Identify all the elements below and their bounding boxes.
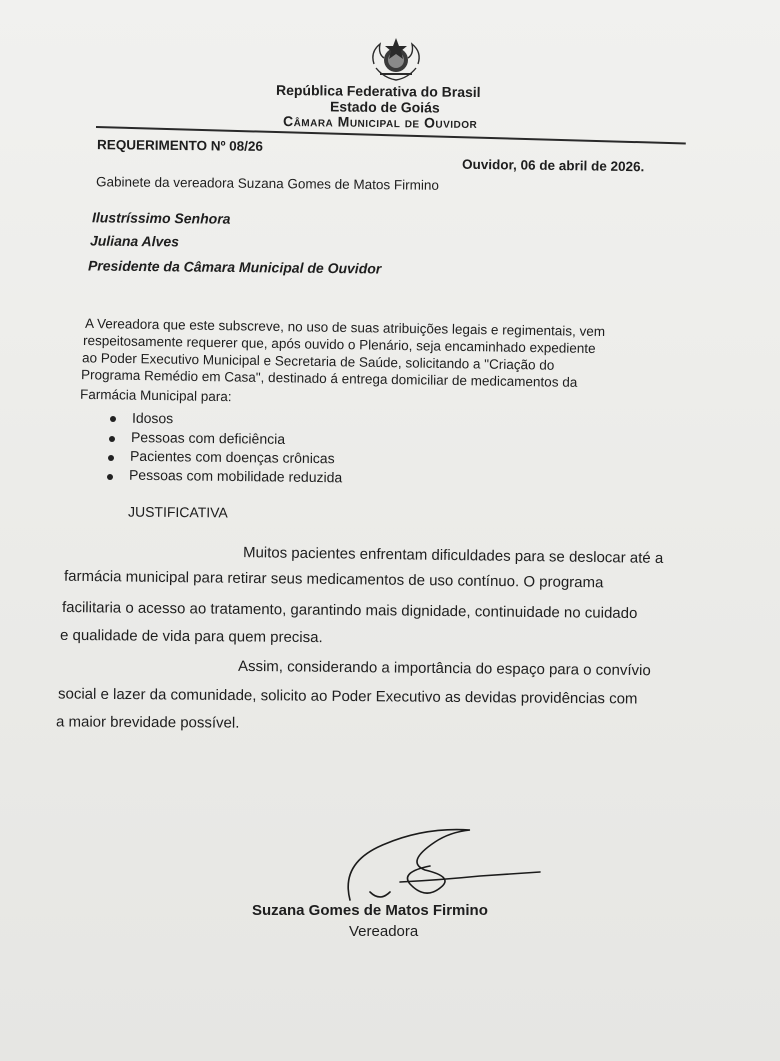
- addressee-name: Juliana Alves: [89, 232, 180, 250]
- cabinet-line: Gabinete da vereadora Suzana Gomes de Matos Firmino: [95, 174, 440, 193]
- justification-line: Muitos pacientes enfrentam dificuldades para se deslocar até a: [242, 544, 664, 567]
- header-state: Estado de Goiás: [329, 98, 440, 116]
- signer-name: Suzana Gomes de Matos Firmino: [252, 902, 488, 919]
- justification-line: facilitaria o acesso ao tratamento, garantindo mais dignidade, continuidade no cuidado: [61, 598, 638, 623]
- justification-title: JUSTIFICATIVA: [127, 503, 228, 521]
- list-item: Idosos: [131, 409, 174, 427]
- list-item: Pacientes com doenças crônicas: [129, 447, 335, 467]
- list-item: Pessoas com deficiência: [130, 429, 286, 447]
- addressee-role: Presidente da Câmara Municipal de Ouvidor: [87, 257, 382, 277]
- request-line: respeitosamente requerer que, após ouvido o Plenário, seja encaminhado expediente: [82, 332, 596, 357]
- coat-of-arms-icon: [366, 34, 426, 84]
- justification-line: e qualidade de vida para quem precisa.: [59, 626, 323, 647]
- bullet-icon: [107, 474, 113, 480]
- request-number: REQUERIMENTO Nº 08/26: [96, 137, 264, 154]
- header-chamber: Câmara Municipal de Ouvidor: [282, 112, 478, 132]
- justification-line: Assim, considerando a importância do espaço para o convívio: [237, 657, 651, 680]
- handwritten-signature-icon: [330, 822, 550, 912]
- header-republic: República Federativa do Brasil: [275, 81, 481, 101]
- place-date: Ouvidor, 06 de abril de 2026.: [461, 156, 645, 175]
- bullet-icon: [110, 416, 116, 422]
- bullet-icon: [108, 455, 114, 461]
- request-line: Farmácia Municipal para:: [79, 386, 232, 405]
- signer-title: Vereadora: [349, 923, 419, 940]
- justification-line: social e lazer da comunidade, solicito ao Poder Executivo as devidas providências com: [57, 685, 638, 708]
- list-item: Pessoas com mobilidade reduzida: [128, 466, 343, 486]
- justification-line: farmácia municipal para retirar seus medicamentos de uso contínuo. O programa: [63, 567, 604, 592]
- bullet-icon: [109, 436, 115, 442]
- salutation: Ilustríssimo Senhora: [91, 209, 231, 227]
- justification-line: a maior brevidade possível.: [55, 713, 240, 732]
- request-line: ao Poder Executivo Municipal e Secretaria de Saúde, solicitando a "Criação do: [81, 350, 555, 373]
- request-line: Programa Remédio em Casa", destinado á entrega domiciliar de medicamentos da: [80, 367, 578, 390]
- request-line: A Vereadora que este subscreve, no uso de suas atribuições legais e regimentais, vem: [84, 315, 606, 340]
